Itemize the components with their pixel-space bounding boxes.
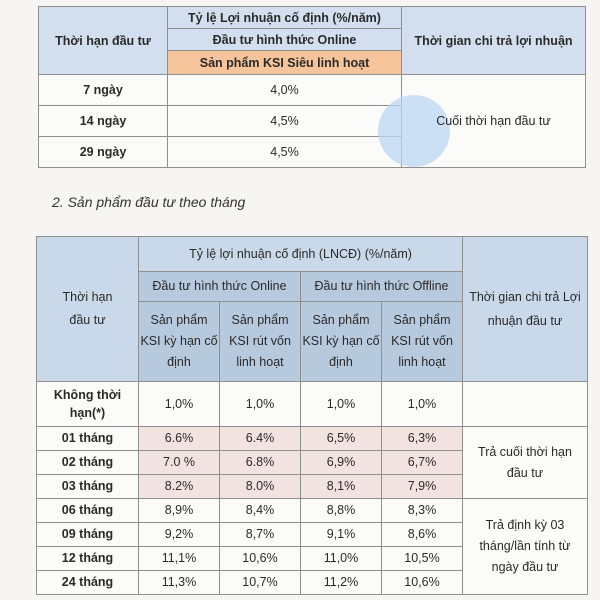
rate-cell: 9,2%: [139, 523, 220, 547]
rate-cell: 10,5%: [382, 547, 463, 571]
term-cell: 03 tháng: [37, 475, 139, 499]
rate-cell: 6.6%: [139, 427, 220, 451]
payment-end-text: Trả cuối thời hạn đầu tư: [478, 444, 572, 480]
term-cell: 14 ngày: [39, 106, 168, 137]
rate-cell: 8,7%: [220, 523, 301, 547]
rate-cell: 6,3%: [382, 427, 463, 451]
subheader-fixed: Sản phẩm KSI kỳ hạn cố định: [139, 302, 220, 382]
payment-empty: [463, 382, 588, 427]
term-cell: 7 ngày: [39, 75, 168, 106]
header-term-text: Thời hạn đầu tư: [62, 290, 113, 327]
payment-end: [463, 427, 588, 499]
rate-cell: 11,0%: [301, 547, 382, 571]
header-payment: Thời gian chi trả lợi nhuận: [402, 7, 586, 75]
rate-cell: 11,2%: [301, 571, 382, 595]
rate-cell: 4,0%: [168, 75, 402, 106]
rate-cell: 11,1%: [139, 547, 220, 571]
term-cell: Không thời hạn(*): [37, 382, 139, 427]
term-cell: 06 tháng: [37, 499, 139, 523]
payment-periodic: [463, 499, 588, 595]
header-product: Sản phẩm KSI Siêu linh hoạt: [168, 51, 402, 75]
rate-cell: 8,1%: [301, 475, 382, 499]
rate-cell: 10,6%: [382, 571, 463, 595]
header-term: [37, 237, 139, 382]
rate-cell: 6,7%: [382, 451, 463, 475]
term-cell: 02 tháng: [37, 451, 139, 475]
section-title: 2. Sản phẩm đầu tư theo tháng: [52, 194, 246, 210]
rate-cell: 1,0%: [220, 382, 301, 427]
header-rate: Tỷ lệ lợi nhuận cố định (LNCĐ) (%/năm): [139, 237, 463, 272]
term-cell: 09 tháng: [37, 523, 139, 547]
header-rate: Tỷ lệ Lợi nhuận cố định (%/năm): [168, 7, 402, 29]
rate-cell: 1,0%: [301, 382, 382, 427]
header-payment-text: Thời gian chi trả Lợi nhuận đầu tư: [469, 290, 581, 328]
rate-cell: 7.0 %: [139, 451, 220, 475]
rate-cell: 6,9%: [301, 451, 382, 475]
header-offline: Đầu tư hình thức Offline: [301, 272, 463, 302]
subheader-flex: Sản phẩm KSI rút vốn linh hoạt: [382, 302, 463, 382]
rate-cell: 6.8%: [220, 451, 301, 475]
term-cell: 29 ngày: [39, 137, 168, 168]
table-monthly-products: [36, 236, 588, 595]
rate-cell: 10,6%: [220, 547, 301, 571]
rate-cell: 8.0%: [220, 475, 301, 499]
subheader-flex: Sản phẩm KSI rút vốn linh hoạt: [220, 302, 301, 382]
rate-cell: 8,4%: [220, 499, 301, 523]
rate-cell: 10,7%: [220, 571, 301, 595]
rate-cell: 9,1%: [301, 523, 382, 547]
term-cell: 12 tháng: [37, 547, 139, 571]
rate-cell: 8,3%: [382, 499, 463, 523]
rate-cell: 7,9%: [382, 475, 463, 499]
term-cell: 24 tháng: [37, 571, 139, 595]
rate-cell: 8,6%: [382, 523, 463, 547]
table-daily-products: [38, 6, 586, 168]
rate-cell: 6.4%: [220, 427, 301, 451]
header-payment: [463, 237, 588, 382]
rate-cell: 8,8%: [301, 499, 382, 523]
payment-periodic-text: Trả định kỳ 03 tháng/lần tính từ ngày đầu tư: [479, 518, 571, 574]
decorative-circle: [378, 95, 450, 167]
rate-cell: 1,0%: [382, 382, 463, 427]
rate-cell: 4,5%: [168, 106, 402, 137]
subheader-fixed: Sản phẩm KSI kỳ hạn cố định: [301, 302, 382, 382]
rate-cell: 4,5%: [168, 137, 402, 168]
header-online: Đầu tư hình thức Online: [168, 29, 402, 51]
rate-cell: 8,9%: [139, 499, 220, 523]
rate-cell: 1,0%: [139, 382, 220, 427]
header-online: Đầu tư hình thức Online: [139, 272, 301, 302]
term-cell: 01 tháng: [37, 427, 139, 451]
header-term: Thời hạn đầu tư: [39, 7, 168, 75]
rate-cell: 8.2%: [139, 475, 220, 499]
rate-cell: 11,3%: [139, 571, 220, 595]
rate-cell: 6,5%: [301, 427, 382, 451]
payment-text: Cuối thời hạn đầu tư: [436, 114, 551, 128]
